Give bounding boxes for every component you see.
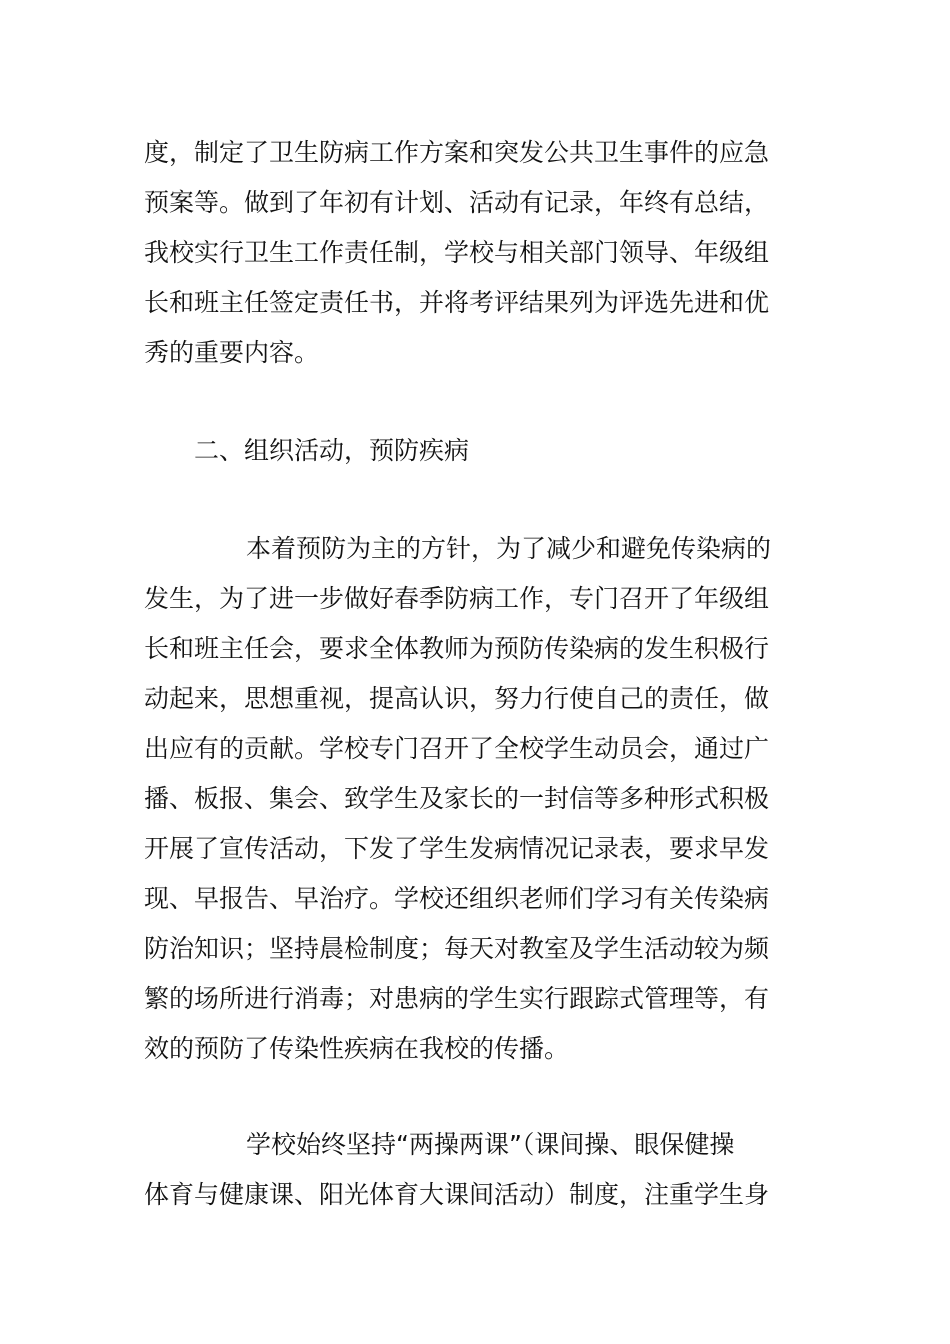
paragraph-2-line-3: 长和班主任会，要求全体教师为预防传染病的发生积极行 [144, 634, 770, 663]
paragraph-3-line-2: 体育与健康课、阳光体育大课间活动）制度，注重学生身 [144, 1180, 770, 1209]
paragraph-2-line-10: 繁的场所进行消毒；对患病的学生实行跟踪式管理等，有 [144, 984, 770, 1013]
paragraph-1-line-2: 预案等。做到了年初有计划、活动有记录，年终有总结， [144, 188, 770, 217]
paragraph-2-line-11: 效的预防了传染性疾病在我校的传播。 [144, 1034, 570, 1063]
paragraph-2-line-9: 防治知识；坚持晨检制度；每天对教室及学生活动较为频 [144, 934, 770, 963]
paragraph-2-line-7: 开展了宣传活动，下发了学生发病情况记录表，要求早发 [144, 834, 770, 863]
paragraph-2-line-6: 播、板报、集会、致学生及家长的一封信等多种形式积极 [144, 784, 770, 813]
paragraph-1-line-1: 度，制定了卫生防病工作方案和突发公共卫生事件的应急 [144, 138, 770, 167]
paragraph-2-line-4: 动起来，思想重视，提高认识，努力行使自己的责任，做 [144, 684, 770, 713]
paragraph-1-line-3: 我校实行卫生工作责任制，学校与相关部门领导、年级组 [144, 238, 770, 267]
paragraph-1-line-5: 秀的重要内容。 [144, 338, 320, 367]
paragraph-2-line-8: 现、早报告、早治疗。学校还组织老师们学习有关传染病 [144, 884, 770, 913]
section-heading-2: 二、组织活动，预防疾病 [194, 436, 470, 465]
paragraph-2-line-5: 出应有的贡献。学校专门召开了全校学生动员会，通过广 [144, 734, 770, 763]
paragraph-2-line-1: 本着预防为主的方针，为了减少和避免传染病的 [246, 534, 772, 563]
paragraph-3-line-1: 学校始终坚持“两操两课”（课间操、眼保健操 [246, 1130, 735, 1159]
paragraph-2-line-2: 发生，为了进一步做好春季防病工作，专门召开了年级组 [144, 584, 770, 613]
paragraph-1-line-4: 长和班主任签定责任书，并将考评结果列为评选先进和优 [144, 288, 770, 317]
